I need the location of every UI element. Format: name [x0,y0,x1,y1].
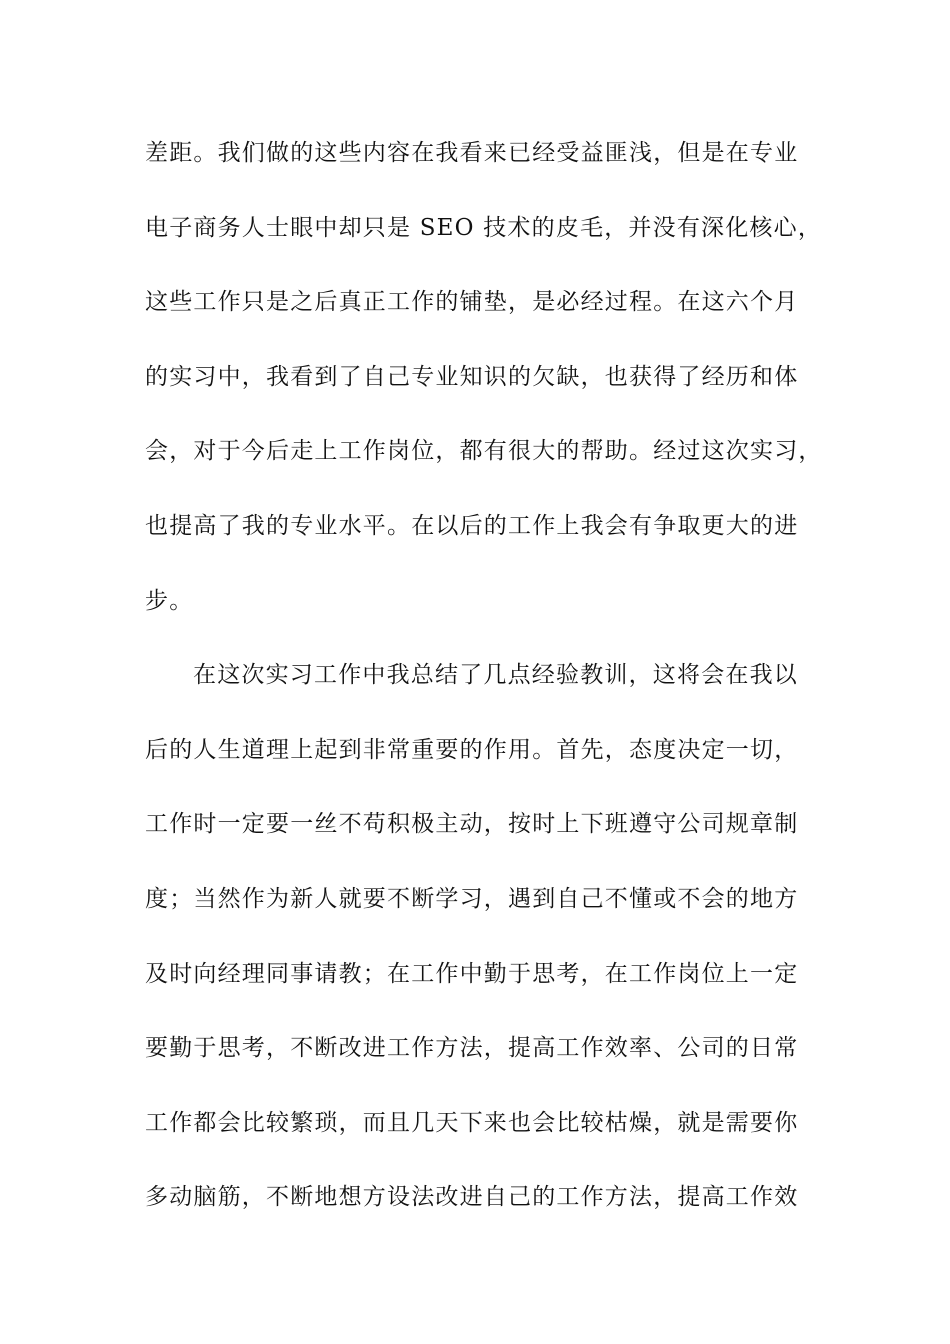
text-line: 后的人生道理上起到非常重要的作用。首先，态度决定一切， [145,736,799,763]
text-line: 工作时一定要一丝不苟积极主动，按时上下班遵守公司规章制 [145,811,799,838]
text-line: 也提高了我的专业水平。在以后的工作上我会有争取更大的进 [145,512,799,539]
text-line: 及时向经理同事请教；在工作中勤于思考，在工作岗位上一定 [145,960,799,987]
text-line: 差距。我们做的这些内容在我看来已经受益匪浅，但是在专业 [145,140,799,166]
text-line: 会，对于今后走上工作岗位，都有很大的帮助。经过这次实习， [145,438,823,465]
text-line: 要勤于思考，不断改进工作方法，提高工作效率、公司的日常 [145,1035,799,1062]
text-line: 度；当然作为新人就要不断学习，遇到自己不懂或不会的地方 [145,885,799,912]
text-line: 工作都会比较繁琐，而且几天下来也会比较枯燥，就是需要你 [145,1109,799,1136]
text-line: 多动脑筋，不断地想方设法改进自己的工作方法，提高工作效 [145,1184,799,1211]
paragraph-start-line: 在这次实习工作中我总结了几点经验教训，这将会在我以 [193,662,798,689]
text-line: 这些工作只是之后真正工作的铺垫，是必经过程。在这六个月 [145,289,799,316]
text-line: 步。 [145,587,194,614]
body-text [145,133,825,1252]
text-line: 的实习中，我看到了自己专业知识的欠缺，也获得了经历和体 [145,363,799,390]
text-line: 电子商务人士眼中却只是 SEO 技术的皮毛，并没有深化核心， [145,214,823,241]
